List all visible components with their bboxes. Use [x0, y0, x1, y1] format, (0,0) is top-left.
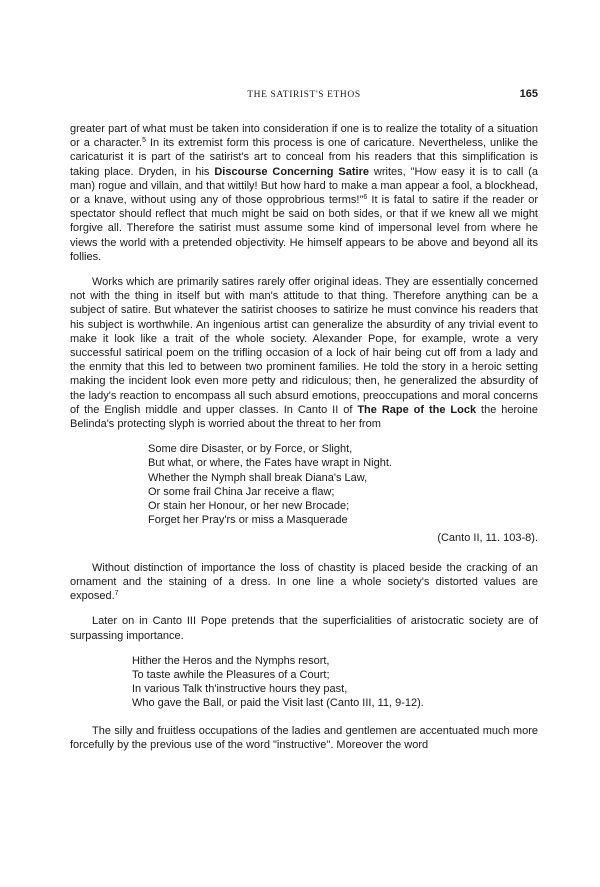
verse-line: Some dire Disaster, or by Force, or Slight,: [148, 443, 353, 456]
verse-line: Hither the Heros and the Nymphs resort,: [132, 654, 330, 667]
paragraph-4: Later on in Canto III Pope pretends that the superficialities of aristocratic society are of surpassing importance.: [70, 615, 538, 642]
verse-quote-2: [132, 654, 538, 711]
paragraph-2: Works which are primarily satires rarely offer original ideas. They are essentially concerned not with the thing in itself but with man's attitude to that thing. Therefore anything can be a subject of satire. But whatever the satirist chooses to satirize he must convince his readers that his subject is worthwhile. An ingenious artist can generalize the absurdity of any trivial event to make it look like a trait of the whole society. Alexander Pope, for example, wrote a very successful satirical poem on the trifling occasion of a lock of hair being cut off from a lady and the enmity that this led to between two prominent families. He told the story in a heroic setting making the incident look even more petty and ridiculous; then, he generalized the absurdity of the lady's reaction to encompass all such absurd emotions, preoccupations and moral concerns of the English middle and upper classes. In Canto II of The Rape of the Lock the heroine Belinda's protecting slyph is worried about the threat to her from: [70, 276, 538, 431]
verse-line: Or stain her Honour, or her new Brocade;: [148, 500, 350, 513]
paragraph-1: greater part of what must be taken into consideration if one is to realize the totality of a situation or a character.$^5$ In its extremist form this process is one of caricature. Nevertheless, unlike the caricaturist it is part of the satirist's art to conceal from his readers that this simplification is taking place. Dryden, in his Discourse Concerning Satire writes, "How easy it is to call (a man) rogue and villain, and that wittily! But how hard to make a man appear a fool, a blockhead, or a knave, without using any of those opprobrious terms!"$^6$ It is fatal to satire if the reader or spectator should reflect that much might be said on both sides, or that if we knew all we might forgive all. Therefore the satirist must assume some kind of impersonal level from where he views the world with a pretended objectivity. He himself appears to be above and beyond all its follies.: [70, 123, 538, 263]
verse-citation: (Canto II, 11. 103-8).: [437, 532, 538, 545]
paragraph-5: The silly and fruitless occupations of the ladies and gentlemen are accentuated much more forcefully by the previous use of the word "instructive". Moreover the word: [70, 724, 538, 751]
verse-line: Forget her Pray'rs or miss a Masquerade: [148, 514, 348, 527]
paragraph-3: Without distinction of importance the loss of chastity is placed beside the cracking of an ornament and the staining of a dress. In one line a whole society's distorted values are exposed.$^7$: [70, 561, 538, 603]
verse-line: Who gave the Ball, or paid the Visit last (Canto III, 11, 9-12).: [132, 697, 424, 710]
footnote-ref-5: 5: [142, 137, 147, 145]
verse-line: To taste awhile the Pleasures of a Court;: [132, 668, 330, 681]
title-rape-of-the-lock: The Rape of the Lock: [357, 403, 477, 416]
verse-quote-1: [148, 442, 538, 527]
footnote-ref-6: 6: [363, 194, 368, 202]
verse-line: But what, or where, the Fates have wrapt in Night.: [148, 457, 392, 470]
title-discourse-concerning-satire: Discourse Concerning Satire: [214, 165, 369, 178]
verse-line: Or some frail China Jar receive a flaw;: [148, 485, 335, 498]
page-number: 165: [519, 88, 538, 100]
running-title: THE SATIRIST'S ETHOS: [247, 90, 361, 100]
body-text: [70, 122, 538, 763]
verse-line: In various Talk th'instructive hours they past,: [132, 683, 348, 696]
footnote-ref-7: 7: [114, 590, 119, 598]
verse-line: Whether the Nymph shall break Diana's Law,: [148, 471, 368, 484]
page-header: [70, 88, 538, 104]
